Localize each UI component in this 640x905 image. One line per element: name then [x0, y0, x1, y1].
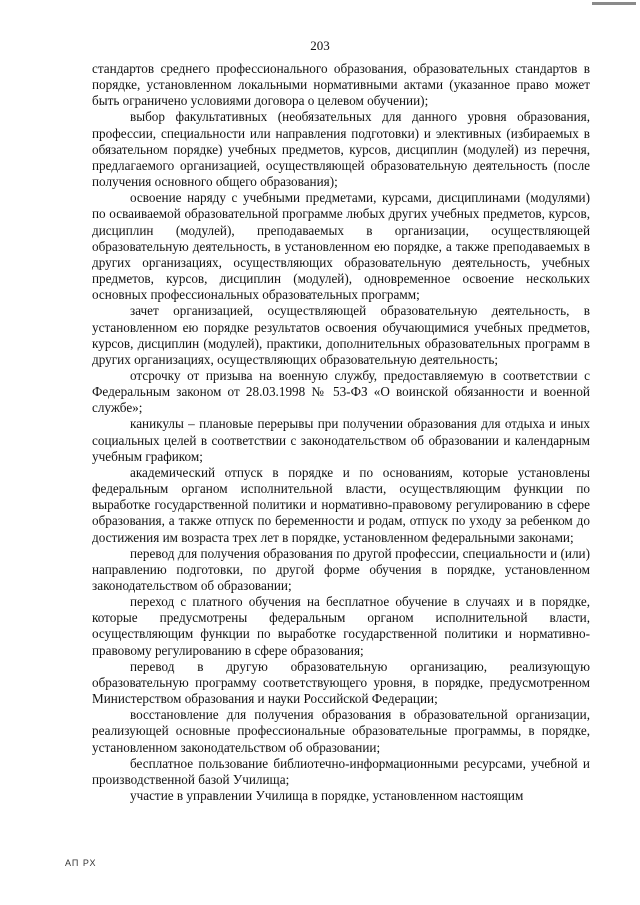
- paragraph: участие в управлении Училища в порядке, установленном настоящим: [130, 788, 524, 804]
- paragraph: бесплатное пользование библиотечно-информационными ресурсами, учебной и производственной базой Училища;: [92, 755, 590, 787]
- paragraph: выбор факультативных (необязательных для данного уровня образования, профессии, специальности или направления подготовки) и элективных (избираемых в обязательном порядке) учебных предметов, курсов, дисциплин (модулей) из перечня, предлагаемого организацией, осуществляющей образовательную деятельность (после получения основного общего образования);: [92, 109, 590, 190]
- paragraph: академический отпуск в порядке и по основаниям, которые установлены федеральным органом исполнительной власти, осуществляющим функции по выработке государственной политики и нормативно-правовому регулированию в сфере образования, а также отпуск по беременности и родам, отпуск по уходу за ребенком до достижения им возраста трех лет в порядке, установленном федеральными законами;: [92, 464, 590, 545]
- page-number: 203: [310, 38, 330, 53]
- paragraph: отсрочку от призыва на военную службу, предоставляемую в соответствии с Федеральным законом от 28.03.1998 № 53-ФЗ «О воинской обязанности и военной службе»;: [92, 367, 590, 416]
- paragraph: зачет организацией, осуществляющей образовательную деятельность, в установленном ею порядке результатов освоения обучающимися учебных предметов, курсов, дисциплин (модулей), практики, дополнительных образовательных программ в других организациях, осуществляющих образовательную деятельность;: [92, 303, 590, 367]
- paragraph: восстановление для получения образования в образовательной организации, реализующей основные профессиональные образовательные программы, в порядке, установленном законодательством об образовании;: [92, 707, 590, 755]
- paragraph: перевод в другую образовательную организацию, реализующую образовательную программу соответствующего уровня, в порядке, предусмотренном Министерством образования и науки Российской Федерации;: [92, 658, 590, 707]
- paragraph: каникулы – плановые перерывы при получении образования для отдыха и иных социальных целей в соответствии с законодательством об образовании и календарным учебным графиком;: [92, 416, 590, 464]
- paragraph: переход с платного обучения на бесплатное обучение в случаях и в порядке, которые предусмотрены федеральным органом исполнительной власти, осуществляющим функции по выработке государственной политики и нормативно-правовому регулированию в сфере образования;: [92, 594, 590, 658]
- body-text: [92, 61, 590, 804]
- paragraph: освоение наряду с учебными предметами, курсами, дисциплинами (модулями) по осваиваемой образовательной программе любых других учебных предметов, курсов, дисциплин (модулей), преподаваемых в организации, осуществляющей образовательную деятельность, в установленном ею порядке, а также преподаваемых в других организациях, осуществляющих образовательную деятельность, учебных предметов, курсов, дисциплин (модулей), одновременное освоение нескольких основных профессиональных образовательных программ;: [92, 190, 590, 303]
- paragraph: перевод для получения образования по другой профессии, специальности и (или) направлению подготовки, по другой форме обучения в порядке, установленном законодательством об образовании;: [92, 545, 590, 593]
- paragraph: стандартов среднего профессионального образования, образовательных стандартов в порядке, установленном локальными нормативными актами (указанное право может быть ограничено условиями договора о целевом обучении);: [92, 61, 590, 109]
- top-edge-mark: [592, 2, 636, 5]
- footer-mark: АП РХ: [65, 858, 97, 868]
